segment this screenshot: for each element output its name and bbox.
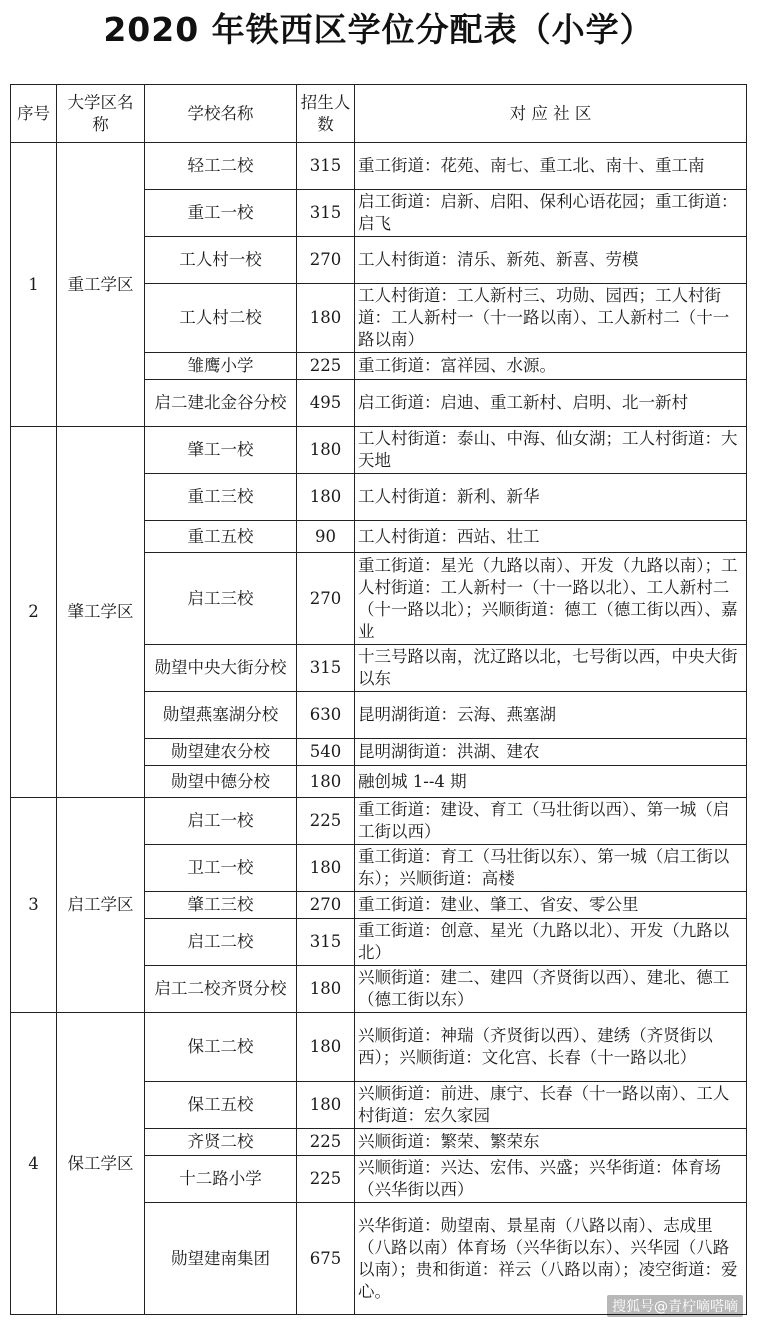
cell-seq: 4 bbox=[11, 1013, 57, 1315]
cell-school: 雏鹰小学 bbox=[145, 353, 297, 380]
cell-enroll: 270 bbox=[297, 237, 355, 284]
cell-community: 重工街道：育工（马壮街以东）、第一城（启工街以东）；兴顺街道：高楼 bbox=[355, 845, 747, 892]
cell-enroll: 180 bbox=[297, 1082, 355, 1129]
cell-enroll: 315 bbox=[297, 919, 355, 966]
cell-enroll: 225 bbox=[297, 353, 355, 380]
header-row bbox=[11, 85, 747, 143]
table-row bbox=[11, 427, 747, 474]
cell-community: 工人村街道：西站、壮工 bbox=[355, 521, 747, 553]
cell-school: 卫工一校 bbox=[145, 845, 297, 892]
cell-community: 重工街道：富祥园、水源。 bbox=[355, 353, 747, 380]
cell-community: 兴顺街道：兴达、宏伟、兴盛；兴华街道：体育场（兴华街以西） bbox=[355, 1156, 747, 1203]
cell-district: 肇工学区 bbox=[57, 427, 145, 798]
cell-community: 重工街道：建设、育工（马壮街以西）、第一城（启工街以西） bbox=[355, 798, 747, 845]
cell-school: 十二路小学 bbox=[145, 1156, 297, 1203]
cell-enroll: 180 bbox=[297, 474, 355, 521]
cell-school: 勋望中央大街分校 bbox=[145, 645, 297, 692]
cell-school: 启工一校 bbox=[145, 798, 297, 845]
cell-school: 重工一校 bbox=[145, 190, 297, 237]
allocation-table bbox=[10, 84, 747, 1315]
cell-enroll: 90 bbox=[297, 521, 355, 553]
cell-community: 启工街道：启新、启阳、保利心语花园；重工街道：启飞 bbox=[355, 190, 747, 237]
cell-school: 齐贤二校 bbox=[145, 1129, 297, 1156]
cell-community: 昆明湖街道：洪湖、建农 bbox=[355, 739, 747, 766]
cell-school: 保工二校 bbox=[145, 1013, 297, 1082]
cell-school: 工人村一校 bbox=[145, 237, 297, 284]
cell-school: 勋望建农分校 bbox=[145, 739, 297, 766]
cell-seq: 3 bbox=[11, 798, 57, 1013]
cell-community: 兴顺街道：繁荣、繁荣东 bbox=[355, 1129, 747, 1156]
cell-community: 十三号路以南，沈辽路以北，七号街以西，中央大街以东 bbox=[355, 645, 747, 692]
cell-seq: 1 bbox=[11, 143, 57, 427]
cell-enroll: 180 bbox=[297, 766, 355, 798]
cell-community: 昆明湖街道：云海、燕塞湖 bbox=[355, 692, 747, 739]
header-community: 对 应 社 区 bbox=[355, 85, 747, 143]
cell-enroll: 270 bbox=[297, 553, 355, 645]
cell-school: 肇工三校 bbox=[145, 892, 297, 919]
cell-school: 保工五校 bbox=[145, 1082, 297, 1129]
cell-community: 兴华街道：勋望南、景星南（八路以南）、志成里（八路以南）体育场（兴华街以东）、兴华园（八路以南）；贵和街道：祥云（八路以南）；凌空街道：爱心。 bbox=[355, 1203, 747, 1315]
cell-school: 启工二校齐贤分校 bbox=[145, 966, 297, 1013]
cell-school: 勋望燕塞湖分校 bbox=[145, 692, 297, 739]
header-enroll: 招生人数 bbox=[297, 85, 355, 143]
cell-enroll: 270 bbox=[297, 892, 355, 919]
cell-enroll: 315 bbox=[297, 143, 355, 190]
cell-enroll: 675 bbox=[297, 1203, 355, 1315]
cell-school: 轻工二校 bbox=[145, 143, 297, 190]
header-seq: 序号 bbox=[11, 85, 57, 143]
watermark: 搜狐号@青柠嘀嗒嘀 bbox=[607, 1295, 743, 1317]
cell-community: 融创城 1--4 期 bbox=[355, 766, 747, 798]
cell-community: 工人村街道：清乐、新苑、新喜、劳模 bbox=[355, 237, 747, 284]
cell-enroll: 540 bbox=[297, 739, 355, 766]
cell-school: 启二建北金谷分校 bbox=[145, 380, 297, 427]
cell-community: 重工街道：星光（九路以南）、开发（九路以南）；工人村街道：工人新村一（十一路以北）、工人新村二（十一路以北）；兴顺街道：德工（德工街以西）、嘉业 bbox=[355, 553, 747, 645]
cell-enroll: 315 bbox=[297, 190, 355, 237]
header-district: 大学区名称 bbox=[57, 85, 145, 143]
cell-enroll: 180 bbox=[297, 284, 355, 353]
cell-community: 重工街道：创意、星光（九路以北）、开发（九路以北） bbox=[355, 919, 747, 966]
cell-district: 启工学区 bbox=[57, 798, 145, 1013]
table-body bbox=[11, 143, 747, 1315]
cell-community: 工人村街道：泰山、中海、仙女湖；工人村街道：大天地 bbox=[355, 427, 747, 474]
cell-school: 勋望建南集团 bbox=[145, 1203, 297, 1315]
cell-community: 重工街道：花苑、南七、重工北、南十、重工南 bbox=[355, 143, 747, 190]
table-row bbox=[11, 143, 747, 190]
cell-enroll: 180 bbox=[297, 966, 355, 1013]
cell-enroll: 225 bbox=[297, 798, 355, 845]
cell-enroll: 180 bbox=[297, 427, 355, 474]
cell-community: 兴顺街道：建二、建四（齐贤街以西）、建北、德工（德工街以东） bbox=[355, 966, 747, 1013]
cell-community: 工人村街道：新利、新华 bbox=[355, 474, 747, 521]
table-row bbox=[11, 798, 747, 845]
cell-enroll: 630 bbox=[297, 692, 355, 739]
header-school: 学校名称 bbox=[145, 85, 297, 143]
cell-community: 启工街道：启迪、重工新村、启明、北一新村 bbox=[355, 380, 747, 427]
cell-school: 重工五校 bbox=[145, 521, 297, 553]
cell-community: 重工街道：建业、肇工、省安、零公里 bbox=[355, 892, 747, 919]
cell-community: 兴顺街道：神瑞（齐贤街以西）、建绣（齐贤街以西）；兴顺街道：文化宫、长春（十一路以北） bbox=[355, 1013, 747, 1082]
cell-school: 启工三校 bbox=[145, 553, 297, 645]
cell-enroll: 180 bbox=[297, 1013, 355, 1082]
cell-enroll: 495 bbox=[297, 380, 355, 427]
cell-school: 重工三校 bbox=[145, 474, 297, 521]
cell-district: 重工学区 bbox=[57, 143, 145, 427]
cell-enroll: 225 bbox=[297, 1156, 355, 1203]
cell-school: 勋望中德分校 bbox=[145, 766, 297, 798]
cell-school: 肇工一校 bbox=[145, 427, 297, 474]
cell-school: 启工二校 bbox=[145, 919, 297, 966]
cell-enroll: 225 bbox=[297, 1129, 355, 1156]
cell-community: 工人村街道：工人新村三、功勋、园西；工人村街道：工人新村一（十一路以南）、工人新村二（十一路以南） bbox=[355, 284, 747, 353]
cell-district: 保工学区 bbox=[57, 1013, 145, 1315]
page-title: 2020 年铁西区学位分配表（小学） bbox=[103, 10, 654, 49]
cell-enroll: 180 bbox=[297, 845, 355, 892]
cell-seq: 2 bbox=[11, 427, 57, 798]
cell-community: 兴顺街道：前进、康宁、长春（十一路以南）、工人村街道：宏久家园 bbox=[355, 1082, 747, 1129]
cell-enroll: 315 bbox=[297, 645, 355, 692]
cell-school: 工人村二校 bbox=[145, 284, 297, 353]
table-row bbox=[11, 1013, 747, 1082]
